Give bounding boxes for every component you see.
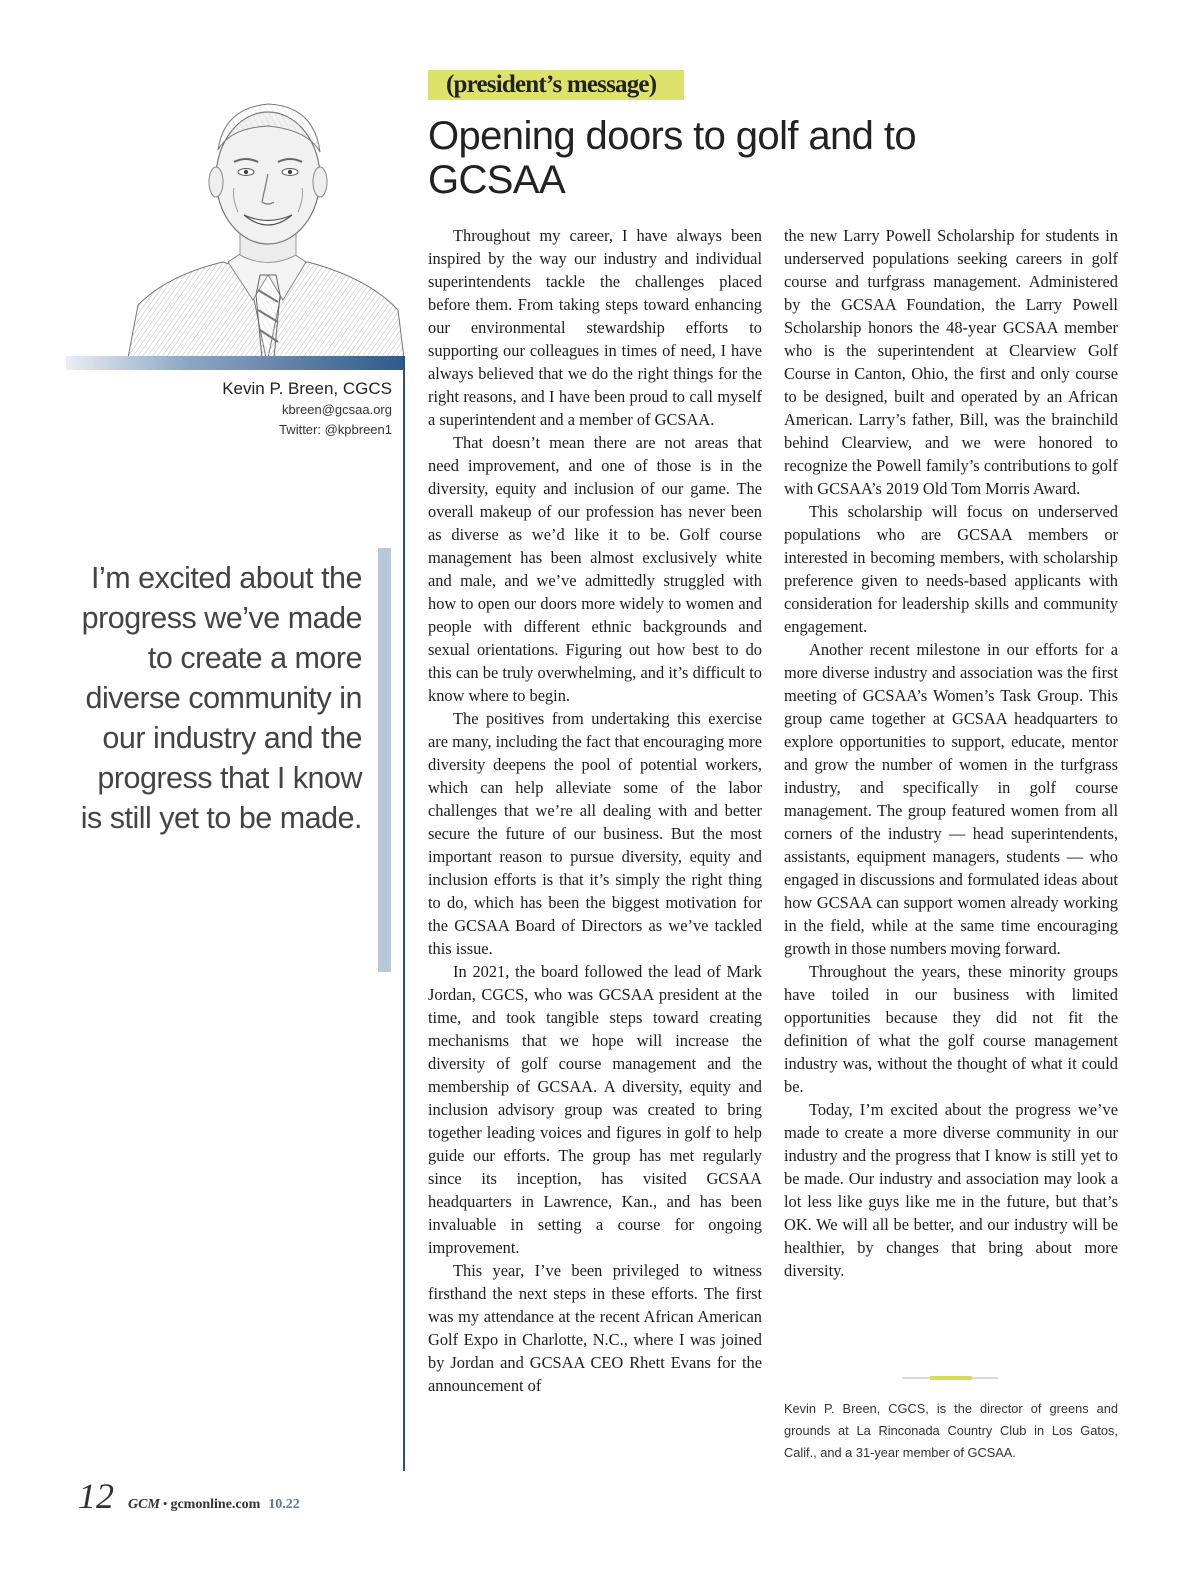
page-number: 12 [78, 1476, 114, 1516]
sidebar-rule [66, 356, 404, 370]
pull-quote: I’m excited about the progress we’ve made to create a more diverse community in our industry and the progress that I know is still yet to be made. [80, 561, 362, 835]
end-divider-accent [930, 1376, 972, 1380]
footer-bullet: • [162, 1496, 168, 1511]
paragraph: Throughout my career, I have always been inspired by the way our industry and individual superintendents tackle the challenges placed before them. From taking steps toward enhancing our environmental stewardship efforts to supporting our colleagues in times of need, I have always believed that we do the right things for the right reasons, and I have been proud to call myself a superintendent and a member of GCSAA. [428, 226, 762, 429]
paragraph: Today, I’m excited about the progress we’ve made to create a more diverse community in our industry and the progress that I know is still yet to be made. Our industry and association may look a lot less like guys like me in the future, but that’s OK. We will all be better, and our industry will be healthier, by changes that bring about more diversity. [784, 1100, 1118, 1280]
author-info [160, 378, 392, 440]
author-bio: Kevin P. Breen, CGCS, is the director of greens and grounds at La Rinconada Country Club in Los Gatos, Calif., and a 31-year member of GCSAA. [784, 1401, 1118, 1460]
author-portrait [128, 70, 404, 358]
paragraph-continued: the new Larry Powell Scholarship for students in underserved populations seeking careers in golf course and turfgrass management. Administered by the GCSAA Foundation, the Larry Powell Scholarship honors the 48-year GCSAA member who is the superintendent at Clearview Golf Course in Canton, Ohio, the first and only course to be designed, built and operated by an African American. Larry’s father, Bill, was the brainchild behind Clearview, and we were honored to recognize the Powell family’s contributions to golf with GCSAA’s 2019 Old Tom Morris Award. [784, 226, 1118, 498]
author-twitter[interactable]: Twitter: @kpbreen1 [279, 422, 392, 437]
author-email[interactable]: kbreen@gcsaa.org [281, 402, 392, 417]
headline: Opening doors to golf and to GCSAA [428, 114, 917, 202]
page-footer [78, 1475, 300, 1515]
paragraph: Throughout the years, these minority groups have toiled in our business with limited opportunities because they did not fit the definition of what the golf course management industry was, without the thought of what it could be. [784, 962, 1118, 1096]
website-link[interactable]: gcmonline.com [170, 1497, 261, 1512]
body-column-right [784, 224, 1118, 1282]
paragraph: Another recent milestone in our efforts for a more diverse industry and association was the first meeting of GCSAA’s Women’s Task Group. This group came together at GCSAA headquarters to explore opportunities to support, educate, mentor and grow the number of women in the turfgrass industry, and specifically in golf course management. The group featured women from all corners of the industry — head superintendents, assistants, equipment managers, students — who engaged in discussions and formulated ideas about how GCSAA can support women already working in the field, while at the same time encouraging growth in those numbers moving forward. [784, 640, 1118, 958]
section-label: (president’s message) [428, 70, 684, 100]
magazine-name: GCM [128, 1497, 160, 1512]
author-portrait-sketch [128, 70, 404, 358]
paragraph: This year, I’ve been privileged to witness firsthand the next steps in these efforts. The first was my attendance at the recent African American Golf Expo in Charlotte, N.C., where I was joined by Jordan and GCSAA CEO Rhett Evans for the announcement of [428, 1261, 762, 1395]
issue-date: 10.22 [268, 1497, 300, 1512]
paragraph: This scholarship will focus on underserved populations who are GCSAA members or interested in becoming members, with scholarship preference given to needs-based applicants with consideration for leadership skills and community engagement. [784, 502, 1118, 636]
body-column-left [428, 224, 762, 1397]
paragraph: In 2021, the board followed the lead of Mark Jordan, CGCS, who was GCSAA president at the time, and took tangible steps toward creating mechanisms that we hope will increase the diversity of golf course management and the membership of GCSAA. A diversity, equity and inclusion advisory group was created to bring together leading voices and figures in golf to help guide our efforts. The group has met regularly since its inception, has visited GCSAA headquarters in Lawrence, Kan., and has been invaluable in setting a course for ongoing improvement. [428, 962, 762, 1257]
paragraph: That doesn’t mean there are not areas that need improvement, and one of those is in the diversity, equity and inclusion of our game. The overall makeup of our profession has never been as diverse as we’d like it to be. Golf course management has been almost exclusively white and male, and we’ve admittedly struggled with how to open our doors more widely to women and people with different ethnic backgrounds and sexual orientations. Figuring out how best to do this can be truly overwhelming, and it’s difficult to know where to begin. [428, 433, 762, 705]
column-divider [403, 356, 405, 1471]
paragraph: The positives from undertaking this exercise are many, including the fact that encouraging more diversity deepens the pool of potential workers, which can help alleviate some of the labor challenges that we’re all dealing with and better secure the future of our business. But the most important reason to pursue diversity, equity and inclusion efforts is that it’s simply the right thing to do, which has been the biggest motivation for the GCSAA Board of Directors as we’ve tackled this issue. [428, 709, 762, 958]
author-name: Kevin P. Breen, CGCS [222, 379, 392, 398]
pull-quote-bar [378, 548, 391, 972]
